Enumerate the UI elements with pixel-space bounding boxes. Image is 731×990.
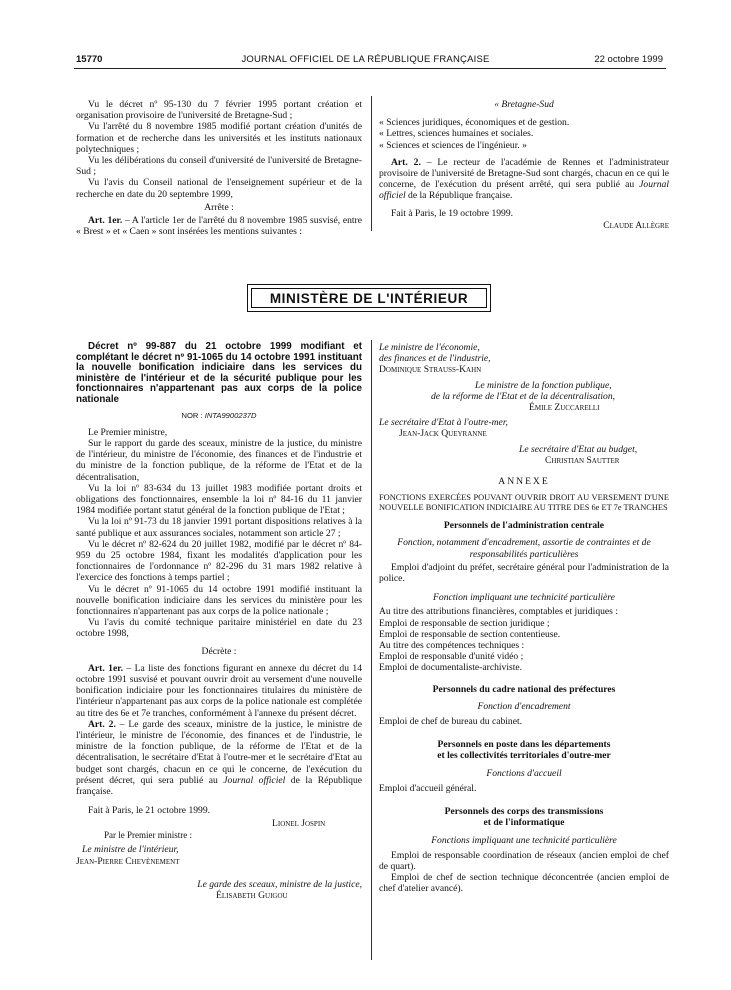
list-item: Emploi de responsable d'unité vidéo ;: [379, 651, 524, 663]
min-fonction-publique-title-2: de la réforme de l'Etat et de la décentralisation,: [431, 390, 616, 402]
arrete-article-1: [76, 215, 362, 237]
annexe-label: ANNEXE: [498, 476, 550, 488]
signature-jospin: Lionel Jospin: [272, 818, 326, 830]
article-1-label: Art. 1er.: [88, 662, 124, 674]
section-heading-transmissions-2: et de l'informatique: [483, 817, 565, 829]
list-item: Au titre des compétences techniques :: [379, 640, 525, 652]
ufr-item: « Sciences juridiques, économiques et de gestion.: [379, 117, 570, 129]
visa-decret-82-624: Vu le décret nº 82-624 du 20 juillet 1982, modifié par le décret nº 84-959 du 25 octobre 1984, fixant les modalités d'application pour les fonctionnaires de l'ordonnance nº 82-296 du 31 mars 1982 relative à l'exercice des fonctions à temps partiel ;: [76, 538, 362, 584]
signature-zuccarelli: Émile Zuccarelli: [529, 402, 600, 414]
decree-article-1: Art. 1er. – La liste des fonctions figurant en annexe du décret du 14 octobre 1991 susvisé et pouvant ouvrir droit au versement d'une nouvelle bonification indiciaire pour les fonctionnaires titulaires du ministère de l'intérieur n'appartenant pas aux corps de la police nationale est complétée au titre des 6e et 7e tranches, conformément à l'annexe du présent décret.: [76, 662, 362, 719]
emploi-accueil: Emploi d'accueil général.: [379, 782, 477, 794]
garde-des-sceaux-title: Le garde des sceaux, ministre de la justice,: [197, 879, 362, 891]
list-item: Emploi de responsable de section juridique ;: [379, 617, 550, 629]
top-column-divider: [371, 96, 372, 231]
article-1-label: Art. 1er.: [88, 215, 123, 227]
subheading-technicite-2: Fonctions impliquant une technicité particulière: [431, 834, 617, 846]
article-2-label: Art. 2.: [88, 718, 116, 730]
min-interieur-title: Le ministre de l'intérieur,: [82, 843, 179, 855]
list-item: Emploi de responsable de section contentieuse.: [379, 628, 561, 640]
decree-left-column: [76, 342, 362, 902]
page-number: 15770: [76, 54, 103, 65]
decree-column-divider: [371, 340, 372, 960]
nor-reference: NOR : INTA9900237D: [181, 410, 257, 420]
visa-avis-cneser: Vu l'avis du Conseil national de l'enseignement supérieur et de la recherche en date du 20 septembre 1999,: [76, 177, 362, 200]
ufr-item: « Sciences et sciences de l'ingénieur. »: [379, 139, 527, 151]
list-item: Au titre des attributions financières, comptables et juridiques :: [379, 606, 618, 618]
secr-outre-mer-title: Le secrétaire d'Etat à l'outre-mer,: [379, 417, 508, 429]
visa-decret-91-1065: Vu le décret nº 91-1065 du 14 octobre 1991 modifié instituant la nouvelle bonification indiciaire dans les services du ministère pour les fonctionnaires n'appartenant pas aux corps de la police nationale ;: [76, 583, 362, 618]
par-le-premier-ministre: Par le Premier ministre :: [104, 829, 192, 840]
visa-arrete-1985: Vu l'arrêté du 8 novembre 1985 modifié portant création d'unités de formation et de recherche dans les universités et les instituts nationaux polytechniques ;: [76, 121, 362, 155]
top-left-column: [76, 99, 362, 237]
signature-allegre: Claude Allègre: [603, 219, 669, 231]
decrete-label: Décrète :: [201, 645, 237, 657]
top-right-column: [379, 99, 669, 231]
arrete-label: Arrête :: [204, 201, 234, 213]
emploi-chef-bureau: Emploi de chef de bureau du cabinet.: [379, 716, 523, 728]
ministry-title: MINISTÈRE DE L'INTÉRIEUR: [251, 288, 487, 308]
journal-title: JOURNAL OFFICIEL DE LA RÉPUBLIQUE FRANÇAISE: [241, 54, 490, 65]
visa-loi-91-73: Vu la loi nº 91-73 du 18 janvier 1991 portant dispositions relatives à la santé publique et aux assurances sociales, notamment son article 27 ;: [76, 516, 362, 539]
section-heading-transmissions: Personnels des corps des transmissions: [444, 806, 604, 818]
arrete-article-2: Art. 2. – Le recteur de l'académie de Rennes et l'administrateur provisoire de l'université de Bretagne-Sud sont chargés, chacun en ce qui le concerne, de l'exécution du présent arrêté, qui sera publié au Journal officiel de la République française.: [379, 156, 670, 202]
sur-le-rapport: Sur le rapport du garde des sceaux, ministre de la justice, du ministre de l'intérieur, du ministre de l'économie, des finances et de l'industrie et du ministre de la fonction publique, de la réforme de l'Etat et de la décentralisation,: [76, 437, 362, 483]
list-item: Emploi de documentaliste-archiviste.: [379, 662, 523, 674]
emploi-chef-section-technique: Emploi de chef de section technique déconcentrée (ancien emploi de chef d'atelier avancé).: [379, 872, 669, 895]
visa-deliberations: Vu les délibérations du conseil d'université de l'université de Bretagne-Sud ;: [76, 155, 362, 178]
article-2-label: Art. 2.: [391, 156, 421, 168]
decree-article-2: Art. 2. – Le garde des sceaux, ministre de la justice, le ministre de l'intérieur, le ministre de l'économie, des finances et de l'industrie, le ministre de la fonction publique, de la réforme de l'Etat et de la décentralisation, le secrétaire d'Etat à l'outre-mer et le secrétaire d'Etat au budget sont chargés, chacun en ce qui le concerne, de l'exécution du présent décret, qui sera publié au Journal officiel de la République française.: [76, 718, 363, 798]
min-economie-title-2: des finances et de l'industrie,: [379, 353, 491, 365]
section-heading-administration-centrale: Personnels de l'administration centrale: [443, 520, 605, 532]
visa-avis-ctp: Vu l'avis du comité technique paritaire ministériel en date du 23 octobre 1998,: [76, 617, 362, 640]
subheading-accueil: Fonctions d'accueil: [486, 767, 562, 779]
decree-done-at-paris: Fait à Paris, le 21 octobre 1999.: [88, 805, 211, 817]
subheading-encadrement: Fonction, notamment d'encadrement, assortie de contraintes et de responsabilités particulières: [397, 537, 651, 560]
section-heading-outre-mer-2: et les collectivités territoriales d'outre-mer: [437, 750, 611, 762]
visa-loi-83-634: Vu la loi nº 83-634 du 13 juillet 1983 modifiée portant droits et obligations des fonctionnaires, ensemble la loi nº 84-16 du 11 janvier 1984 modifiée portant statut général de la fonction publique de l'Etat ;: [76, 482, 362, 517]
visa-decret-95-130: Vu le décret nº 95-130 du 7 février 1995 portant création et organisation provisoire de l'université de Bretagne-Sud ;: [76, 99, 362, 122]
emploi-coordination-reseaux: Emploi de responsable coordination de réseaux (ancien emploi de chef de quart).: [379, 849, 669, 872]
done-at-paris: Fait à Paris, le 19 octobre 1999.: [391, 207, 514, 219]
ministry-banner: [247, 284, 491, 312]
header-rule: [74, 68, 666, 69]
section-heading-outre-mer: Personnels en poste dans les départements: [437, 739, 611, 751]
signature-queyranne: Jean-Jack Queyranne: [399, 428, 487, 440]
subheading-technicite: Fonction impliquant une technicité particulière: [433, 592, 615, 604]
signature-chevenement: Jean-Pierre Chevènement: [76, 856, 180, 868]
annexe-title: FONCTIONS EXERCÉES POUVANT OUVRIR DROIT AU VERSEMENT D'UNE NOUVELLE BONIFICATION INDICIAIRE AU TITRE DES 6e ET 7e TRANCHES: [379, 493, 669, 513]
signature-sautter: Christian Sautter: [545, 454, 620, 466]
bretagne-sud-heading: « Bretagne-Sud: [494, 99, 554, 110]
subheading-fonction-encadrement: Fonction d'encadrement: [477, 700, 571, 712]
signature-strauss-kahn: Dominique Strauss-Kahn: [379, 364, 482, 376]
secr-budget-title: Le secrétaire d'Etat au budget,: [519, 443, 638, 455]
article-1-text: – A l'article 1er de l'arrêté du 8 novembre 1985 susvisé, entre « Brest » et « Caen » sont insérées les mentions suivantes :: [76, 215, 363, 238]
section-heading-cadre-prefectures: Personnels du cadre national des préfectures: [432, 683, 616, 695]
page-header: [0, 52, 731, 68]
signature-guigou: Élisabeth Guigou: [216, 890, 288, 902]
ufr-item: « Lettres, sciences humaines et sociales.: [379, 128, 534, 140]
min-economie-title: Le ministre de l'économie,: [379, 342, 480, 353]
issue-date: 22 octobre 1999: [594, 54, 663, 65]
decree-title: Décret nº 99-887 du 21 octobre 1999 modifiant et complétant le décret nº 91-1065 du 14 octobre 1991 instituant la nouvelle bonification indiciaire dans les services du ministère de l'intérieur et de la sécurité publique pour les fonctionnaires n'appartenant pas aux corps de la police nationale: [76, 341, 362, 405]
min-fonction-publique-title: Le ministre de la fonction publique,: [475, 379, 612, 391]
decree-right-column: [379, 342, 669, 895]
premier-ministre: Le Premier ministre,: [88, 426, 168, 438]
emploi-adjoint-prefet: Emploi d'adjoint du préfet, secrétaire général pour l'administration de la police.: [379, 561, 669, 585]
